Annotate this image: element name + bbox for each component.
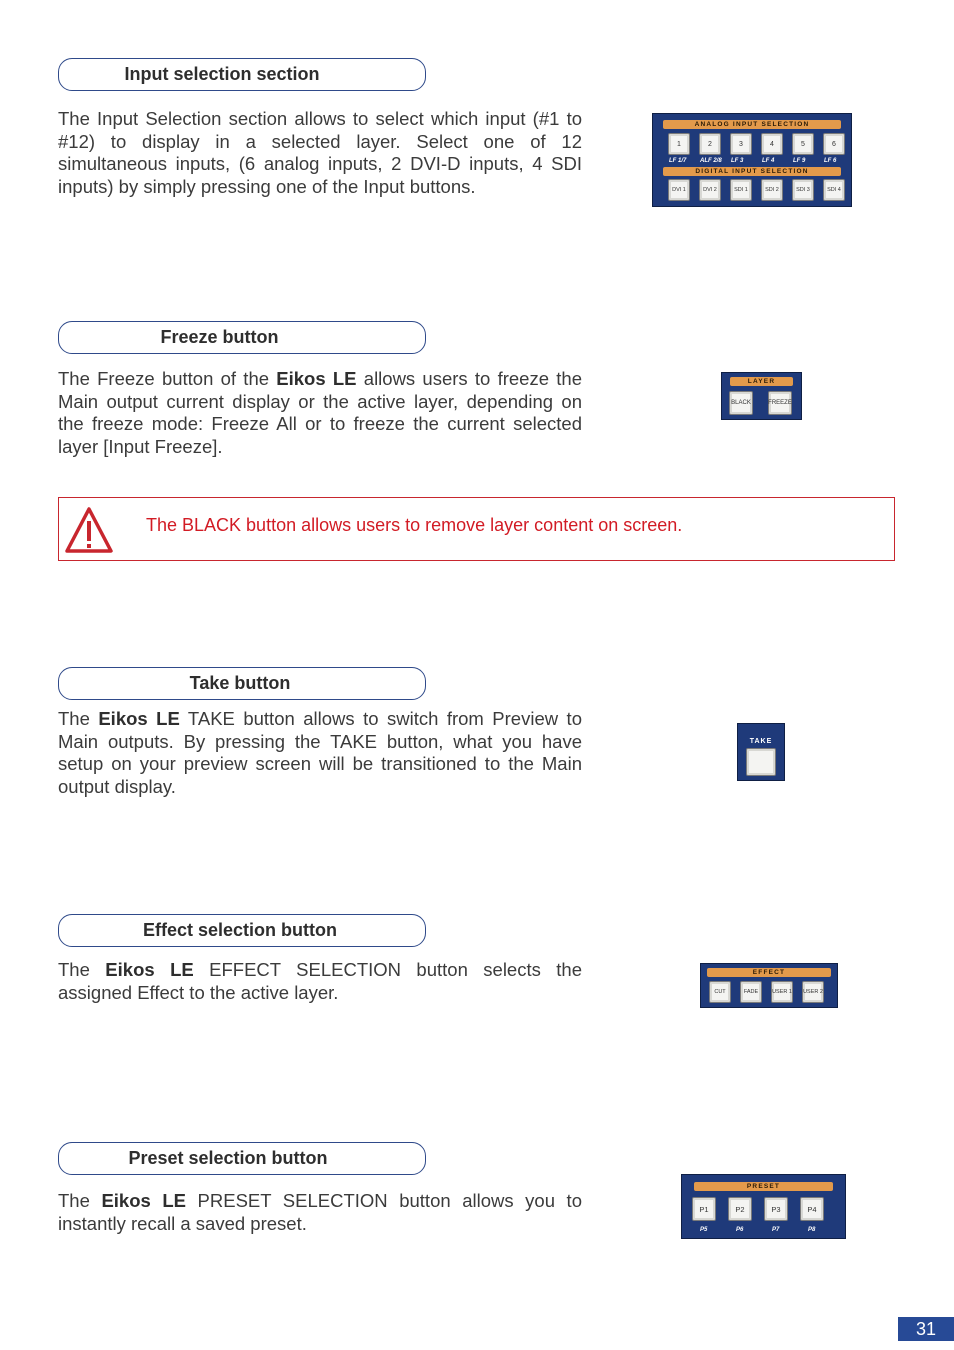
layer-sub-label-1: LF 1/7	[669, 158, 687, 164]
body-text: TAKE button allows to switch from Preview to Main outputs. By pressing the TAKE button, what you have setup on your preview screen will be transitioned to the Main output display.	[58, 708, 582, 797]
section-header-preset	[58, 1142, 426, 1175]
digital-input-key-2: DVI 2	[699, 179, 721, 201]
analog-input-key-2: 2	[699, 133, 721, 155]
effect-key-4: USER 2	[802, 981, 824, 1003]
preset-sub-label-1: P5	[700, 1227, 708, 1233]
layer-sub-label-5: LF 9	[793, 158, 806, 164]
analog-input-key-4: 4	[761, 133, 783, 155]
section-body-input-selection: The Input Selection section allows to select which input (#1 to #12) to display in a selected layer. Select one of 12 simultaneous inputs, (6 analog inputs, 2 DVI-D inputs, 4 SDI inputs) by simply pressing one of the Input buttons.	[58, 108, 582, 197]
body-text: The	[58, 959, 106, 980]
warning-box	[58, 497, 895, 561]
preset-sub-label-3: P7	[772, 1227, 780, 1233]
brand-name: Eikos LE	[101, 1190, 186, 1211]
layer-panel-image	[721, 372, 802, 420]
body-text: EFFECT SELECTION button selects the assigned Effect to the active layer.	[58, 959, 582, 1003]
section-body-freeze	[58, 368, 582, 458]
body-text: PRESET SELECTION button allows you to instantly recall a saved preset.	[58, 1190, 582, 1234]
effect-key-2: FADE	[740, 981, 762, 1003]
digital-input-key-5: SDI 3	[792, 179, 814, 201]
section-body-effect	[58, 959, 582, 1004]
section-header-freeze	[58, 321, 426, 354]
preset-label: PRESET	[694, 1182, 833, 1191]
input-selection-panel-image	[652, 113, 852, 207]
body-text: allows users to freeze the Main output current display or the active layer, depending on the freeze mode: Freeze All or to freeze the current selected layer [Input Freeze].	[58, 368, 582, 457]
layer-sub-label-2: ALF 2/8	[700, 158, 722, 164]
section-title: Preset selection button	[128, 1148, 328, 1168]
page-number: 31	[898, 1317, 954, 1341]
section-header-take	[58, 667, 426, 700]
body-text: The	[58, 1190, 102, 1211]
digital-input-key-6: SDI 4	[823, 179, 845, 201]
section-body-take	[58, 708, 582, 798]
take-key	[746, 748, 776, 776]
brand-name: Eikos LE	[105, 959, 194, 980]
take-label: TAKE	[749, 738, 773, 745]
warning-icon	[64, 506, 114, 554]
layer-sub-label-6: LF 6	[824, 158, 837, 164]
section-body-preset	[58, 1190, 582, 1235]
analog-input-label: ANALOG INPUT SELECTION	[663, 120, 841, 129]
layer-label: LAYER	[730, 377, 793, 386]
take-panel-image	[737, 723, 785, 781]
analog-input-key-5: 5	[792, 133, 814, 155]
section-header-input-selection	[58, 58, 426, 91]
preset-key-4: P4	[800, 1197, 824, 1221]
preset-sub-label-2: P6	[736, 1227, 744, 1233]
body-text: The	[58, 708, 99, 729]
layer-sub-label-3: LF 3	[731, 158, 744, 164]
preset-key-1: P1	[692, 1197, 716, 1221]
digital-input-key-1: DVI 1	[668, 179, 690, 201]
analog-input-key-3: 3	[730, 133, 752, 155]
analog-input-key-1: 1	[668, 133, 690, 155]
preset-key-3: P3	[764, 1197, 788, 1221]
digital-input-key-3: SDI 1	[730, 179, 752, 201]
preset-sub-label-4: P8	[808, 1227, 816, 1233]
body-text: The Freeze button of the	[58, 368, 277, 389]
layer-sub-label-4: LF 4	[762, 158, 775, 164]
effect-key-1: CUT	[709, 981, 731, 1003]
section-title: Take button	[189, 673, 291, 693]
preset-key-2: P2	[728, 1197, 752, 1221]
effect-label: EFFECT	[707, 968, 831, 977]
section-title: Input selection section	[124, 64, 320, 84]
section-header-effect	[58, 914, 426, 947]
analog-input-key-6: 6	[823, 133, 845, 155]
brand-name: Eikos LE	[276, 368, 357, 389]
digital-input-key-4: SDI 2	[761, 179, 783, 201]
digital-input-label: DIGITAL INPUT SELECTION	[663, 167, 841, 176]
section-title: Freeze button	[160, 327, 279, 347]
warning-text: The BLACK button allows users to remove layer content on screen.	[146, 515, 683, 535]
black-key: BLACK	[729, 391, 753, 415]
section-title: Effect selection button	[142, 920, 337, 940]
effect-key-3: USER 1	[771, 981, 793, 1003]
preset-panel-image	[681, 1174, 846, 1239]
brand-name: Eikos LE	[98, 708, 180, 729]
effect-panel-image	[700, 963, 838, 1008]
freeze-key: FREEZE	[768, 391, 792, 415]
